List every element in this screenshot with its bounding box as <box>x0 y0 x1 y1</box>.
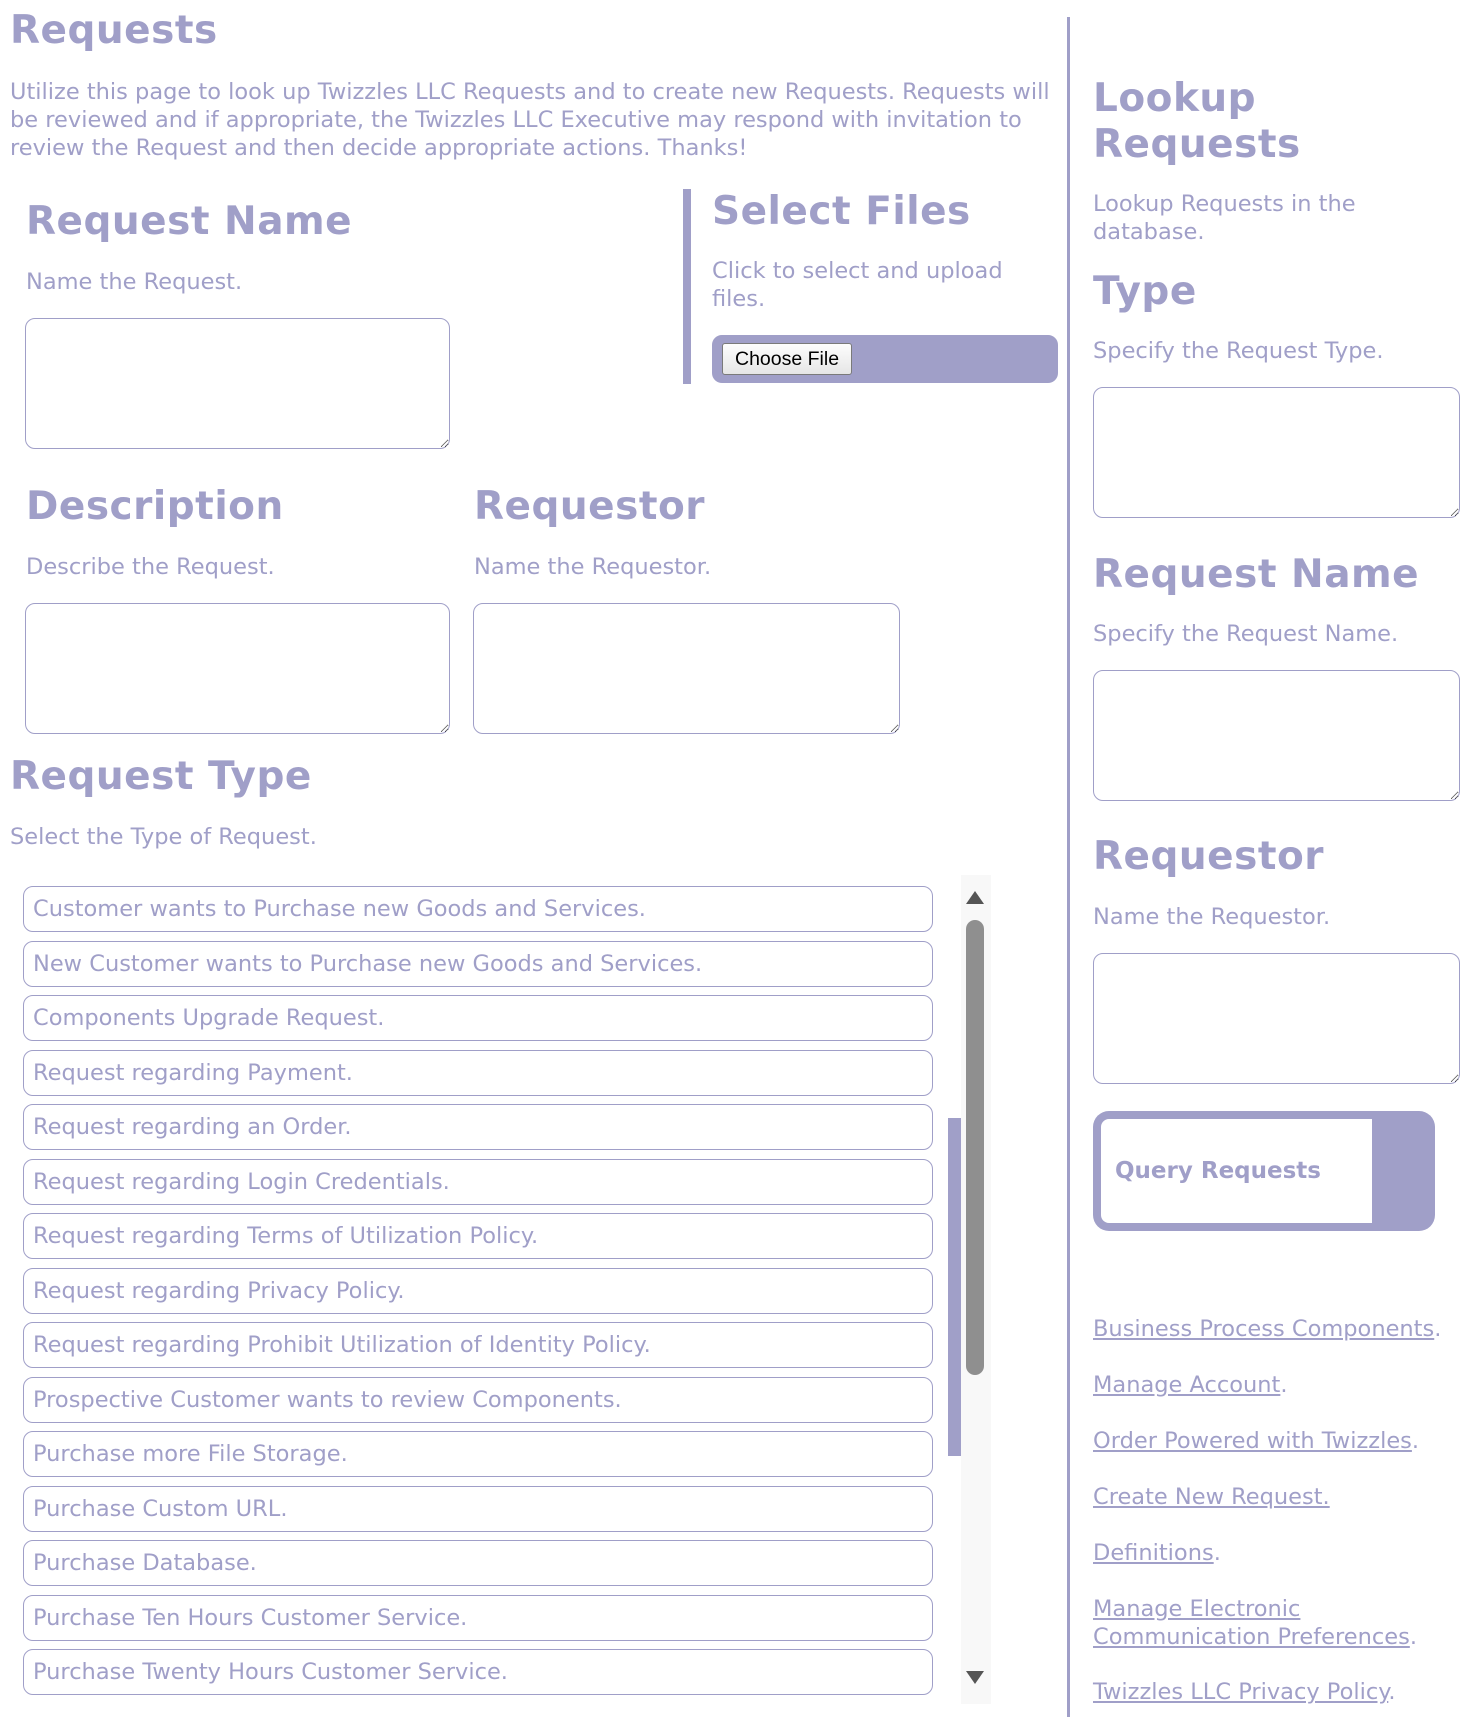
description-heading: Description <box>26 484 284 529</box>
request-type-option[interactable]: Customer wants to Purchase new Goods and Services. <box>23 886 933 932</box>
scroll-down-arrow-icon[interactable] <box>966 1671 984 1684</box>
link-business-process-components <box>1093 1315 1441 1343</box>
requestor-heading: Requestor <box>474 484 705 529</box>
request-type-option[interactable]: Request regarding Login Credentials. <box>23 1159 933 1205</box>
query-button-face <box>1101 1119 1372 1223</box>
request-name-hint: Name the Request. <box>26 269 243 295</box>
request-name-input[interactable] <box>25 318 450 449</box>
request-type-option[interactable]: Request regarding an Order. <box>23 1104 933 1150</box>
link-definitions <box>1093 1539 1221 1567</box>
request-type-option[interactable]: Request regarding Prohibit Utilization of Identity Policy. <box>23 1322 933 1368</box>
description-input[interactable] <box>25 603 450 734</box>
request-type-option[interactable]: Prospective Customer wants to review Components. <box>23 1377 933 1423</box>
definitions-link[interactable]: Definitions <box>1093 1540 1214 1566</box>
manage-account-link[interactable]: Manage Account <box>1093 1372 1281 1398</box>
select-files-accent-bar <box>683 189 691 384</box>
lookup-request-name-hint: Specify the Request Name. <box>1093 621 1399 647</box>
request-type-option[interactable]: Request regarding Privacy Policy. <box>23 1268 933 1314</box>
request-type-option[interactable]: Purchase Custom URL. <box>23 1486 933 1532</box>
column-divider <box>1067 17 1070 1717</box>
link-order-powered <box>1093 1427 1419 1455</box>
request-type-option[interactable]: Purchase Database. <box>23 1540 933 1586</box>
request-type-option[interactable]: Purchase Twenty Hours Customer Service. <box>23 1649 933 1695</box>
lookup-requestor-heading: Requestor <box>1093 834 1324 879</box>
choose-file-button[interactable]: Choose File <box>722 343 852 375</box>
manage-communication-preferences-link[interactable]: Manage Electronic Communication Preferences <box>1093 1596 1410 1650</box>
requestor-input[interactable] <box>473 603 900 734</box>
request-type-option[interactable]: New Customer wants to Purchase new Goods and Services. <box>23 941 933 987</box>
lookup-type-hint: Specify the Request Type. <box>1093 338 1384 364</box>
link-suffix: . <box>1280 1372 1288 1398</box>
link-communication-preferences <box>1093 1595 1453 1651</box>
link-privacy-policy <box>1093 1678 1395 1706</box>
file-upload-input[interactable] <box>712 335 1058 383</box>
link-suffix: . <box>1434 1316 1442 1342</box>
lookup-type-input[interactable] <box>1093 387 1460 518</box>
lookup-requestor-input[interactable] <box>1093 953 1460 1084</box>
description-hint: Describe the Request. <box>26 554 275 580</box>
request-type-option[interactable]: Purchase more File Storage. <box>23 1431 933 1477</box>
link-create-new-request <box>1093 1483 1330 1511</box>
business-process-components-link[interactable]: Business Process Components <box>1093 1316 1435 1342</box>
request-type-list[interactable] <box>10 875 990 1704</box>
request-type-option[interactable]: Purchase Ten Hours Customer Service. <box>23 1595 933 1641</box>
order-powered-with-twizzles-link[interactable]: Order Powered with Twizzles <box>1093 1428 1412 1454</box>
lookup-type-heading: Type <box>1093 269 1197 314</box>
lookup-intro: Lookup Requests in the database. <box>1093 191 1356 245</box>
link-suffix: . <box>1213 1540 1221 1566</box>
link-suffix: . <box>1411 1428 1420 1454</box>
create-new-request-link[interactable]: Create New Request. <box>1093 1484 1330 1510</box>
privacy-policy-link[interactable]: Twizzles LLC Privacy Policy <box>1093 1679 1389 1705</box>
query-requests-button[interactable] <box>1093 1111 1435 1231</box>
scrollbar-thumb[interactable] <box>966 920 984 1375</box>
request-type-heading: Request Type <box>10 754 312 799</box>
lookup-title: Lookup Requests <box>1093 76 1301 167</box>
request-type-option[interactable]: Request regarding Payment. <box>23 1050 933 1096</box>
requestor-hint: Name the Requestor. <box>474 554 712 580</box>
request-type-option[interactable]: Request regarding Terms of Utilization Policy. <box>23 1213 933 1259</box>
page-intro: Utilize this page to look up Twizzles LLC Requests and to create new Requests. Requests will be reviewed and if appropriate, the Twizzles LLC Executive may respond with invitation to review the Request and then decide appropriate actions. Thanks! <box>10 79 1050 161</box>
lookup-request-name-input[interactable] <box>1093 670 1460 801</box>
link-suffix: . <box>1409 1624 1417 1650</box>
link-suffix: . <box>1388 1679 1396 1705</box>
select-files-hint: Click to select and upload files. <box>712 258 1003 312</box>
link-manage-account <box>1093 1371 1288 1399</box>
lookup-request-name-heading: Request Name <box>1093 552 1420 597</box>
request-type-hint: Select the Type of Request. <box>10 824 317 850</box>
page-title: Requests <box>10 8 218 53</box>
request-name-heading: Request Name <box>26 199 353 244</box>
lookup-requestor-hint: Name the Requestor. <box>1093 904 1331 930</box>
list-accent-strip <box>948 1118 961 1456</box>
request-type-option[interactable]: Components Upgrade Request. <box>23 995 933 1041</box>
select-files-heading: Select Files <box>712 189 971 234</box>
scroll-up-arrow-icon[interactable] <box>966 891 984 904</box>
query-requests-label: Query Requests <box>1115 1158 1321 1184</box>
